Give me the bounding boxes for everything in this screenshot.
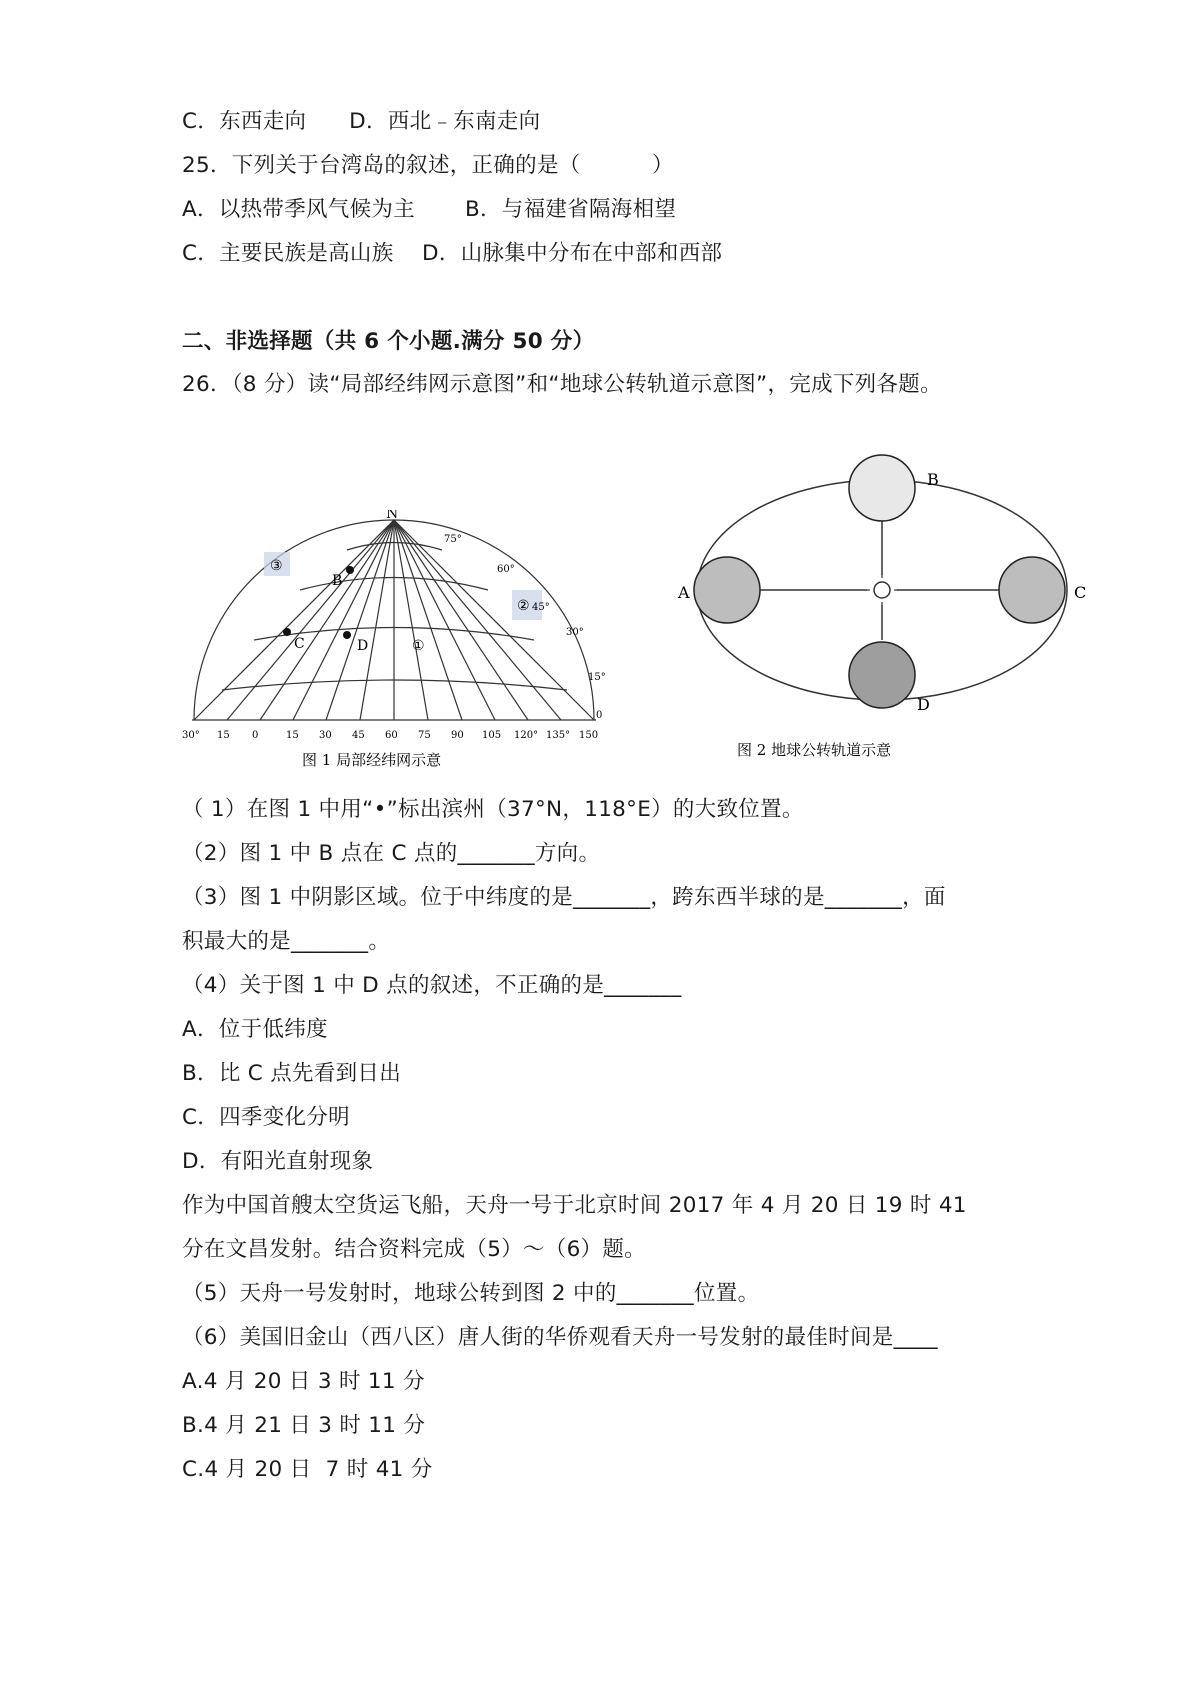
lat-label-60: 60° [497, 564, 515, 575]
svg-text:150: 150 [579, 730, 599, 741]
svg-text:45: 45 [352, 730, 365, 741]
earth-position-b [849, 455, 915, 521]
sub-question-1: （ 1）在图 1 中用“•”标出滨州（37°N，118°E）的大致位置。 [182, 797, 804, 822]
point-d [343, 631, 351, 639]
sub-question-3-line2: 积最大的是_______。 [182, 929, 391, 954]
sub-question-4: （4）关于图 1 中 D 点的叙述，不正确的是_______ [182, 973, 682, 998]
svg-text:90: 90 [451, 730, 464, 741]
q25-options-cd: C．主要民族是高山族 D．山脉集中分布在中部和西部 [182, 241, 723, 266]
q6-option-a: A.4 月 20 日 3 时 11 分 [182, 1369, 425, 1394]
area-label-1: ① [412, 638, 425, 654]
area-label-2: ② [517, 598, 530, 614]
earth-position-d [849, 642, 915, 708]
sub-question-6: （6）美国旧金山（西八区）唐人街的华侨观看天舟一号发射的最佳时间是____ [182, 1325, 938, 1350]
point-d-label: D [357, 638, 369, 654]
q6-option-b: B.4 月 21 日 3 时 11 分 [182, 1413, 426, 1438]
figure-2-caption: 图 2 地球公转轨道示意 [737, 741, 892, 759]
position-c-label: C [1074, 583, 1087, 602]
svg-text:30°: 30° [182, 730, 200, 741]
point-c [283, 628, 291, 636]
passage-line2: 分在文昌发射。结合资料完成（5）～（6）题。 [182, 1237, 646, 1262]
q24-options-cd: C．东西走向 D．西北﹣东南走向 [182, 109, 541, 134]
svg-text:30: 30 [319, 730, 332, 741]
svg-text:60: 60 [385, 730, 398, 741]
point-c-label: C [294, 636, 305, 652]
q6-option-c: C.4 月 20 日 7 时 41 分 [182, 1457, 433, 1482]
lat-label-75: 75° [444, 534, 462, 545]
sub-question-3-line1: （3）图 1 中阴影区域。位于中纬度的是_______，跨东西半球的是_______，面 [182, 885, 946, 910]
position-d-label: D [917, 695, 930, 714]
svg-text:75: 75 [418, 730, 431, 741]
figure-2-orbit [672, 440, 1092, 770]
section-heading: 二、非选择题（共 6 个小题.满分 50 分） [182, 329, 595, 354]
question-25: 25．下列关于台湾岛的叙述，正确的是（ ） [182, 153, 674, 178]
position-a-label: A [678, 583, 690, 602]
sub-question-2: （2）图 1 中 B 点在 C 点的_______方向。 [182, 841, 601, 866]
earth-position-c [999, 557, 1065, 623]
passage-line1: 作为中国首艘太空货运飞船，天舟一号于北京时间 2017 年 4 月 20 日 19 时 41 [182, 1193, 967, 1218]
question-26: 26．（8 分）读“局部经纬网示意图”和“地球公转轨道示意图”，完成下列各题。 [182, 372, 942, 397]
point-b-label: B [332, 573, 343, 589]
point-b [346, 566, 354, 574]
lat-label-45: 45° [532, 602, 550, 613]
svg-text:120°: 120° [514, 730, 539, 741]
svg-text:105: 105 [482, 730, 502, 741]
lat-label-0: 0 [596, 710, 603, 721]
position-b-label: B [927, 470, 939, 489]
earth-position-a [694, 557, 760, 623]
q4-option-b: B．比 C 点先看到日出 [182, 1061, 402, 1086]
figure-1-graticule [182, 510, 632, 770]
q4-option-c: C．四季变化分明 [182, 1105, 350, 1130]
lat-label-30: 30° [566, 627, 584, 638]
svg-text:135°: 135° [546, 730, 571, 741]
svg-text:0: 0 [252, 730, 259, 741]
q25-options-ab: A．以热带季风气候为主 B．与福建省隔海相望 [182, 197, 677, 222]
lat-label-15: 15° [588, 672, 606, 683]
svg-text:15: 15 [286, 730, 299, 741]
area-label-3: ③ [270, 558, 283, 574]
lon-labels [182, 730, 598, 741]
figure-1-caption: 图 1 局部经纬网示意 [302, 751, 442, 769]
svg-text:15: 15 [217, 730, 230, 741]
q4-option-a: A．位于低纬度 [182, 1017, 328, 1042]
pole-label: N [386, 510, 399, 522]
sun-icon [874, 582, 890, 598]
q4-option-d: D．有阳光直射现象 [182, 1149, 374, 1174]
sub-question-5: （5）天舟一号发射时，地球公转到图 2 中的_______位置。 [182, 1281, 760, 1306]
